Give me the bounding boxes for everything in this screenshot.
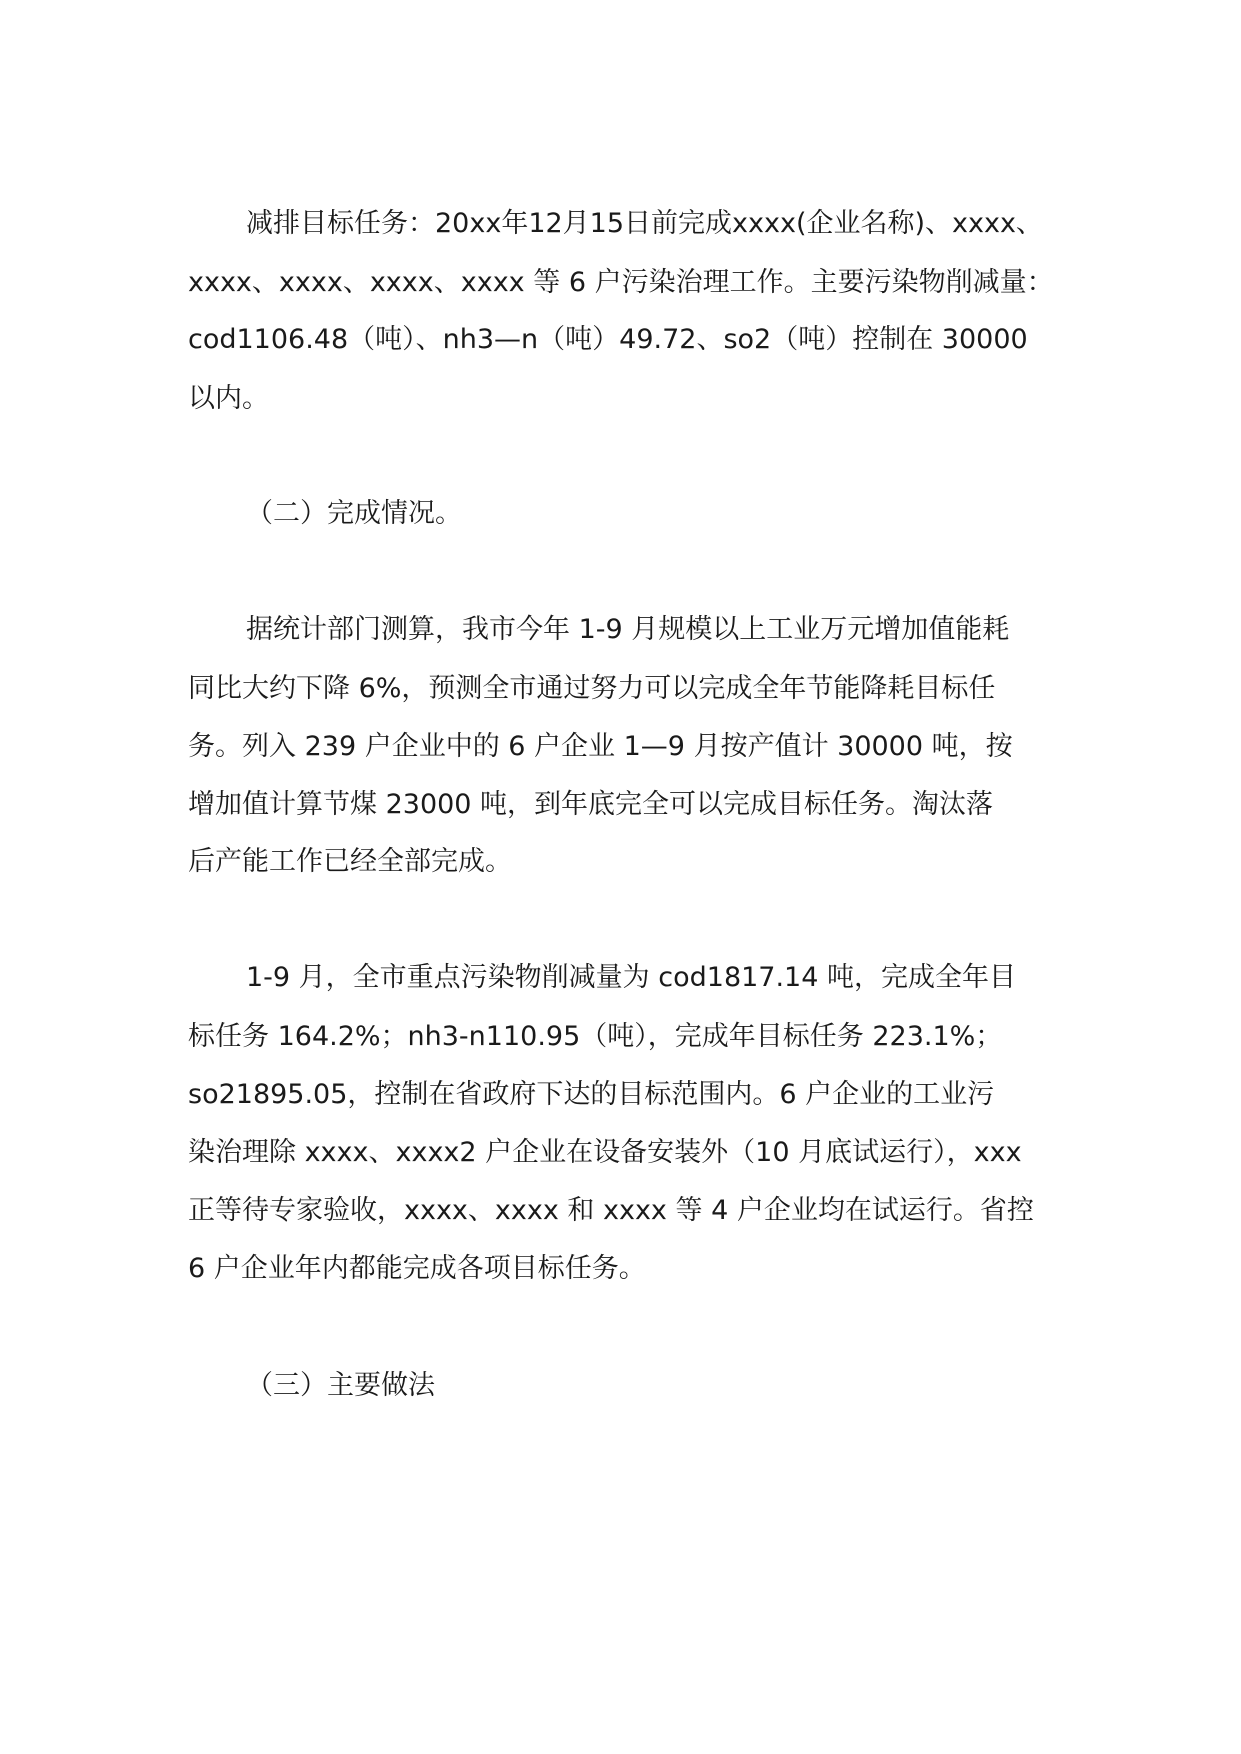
paragraph-4-line-5: 正等待专家验收，xxxx、xxxx 和 xxxx 等 4 户企业均在试运行。省控 bbox=[188, 1195, 1034, 1226]
paragraph-3-line-5: 后产能工作已经全部完成。 bbox=[188, 846, 512, 877]
paragraph-1-line-1: 减排目标任务：20xx年12月15日前完成xxxx(企业名称)、xxxx、 bbox=[246, 208, 1043, 239]
paragraph-3-line-1: 据统计部门测算，我市今年 1-9 月规模以上工业万元增加值能耗 bbox=[246, 614, 1010, 645]
paragraph-4-line-2: 标任务 164.2%；nh3-n110.95（吨），完成年目标任务 223.1%； bbox=[188, 1021, 1003, 1052]
paragraph-1-line-3: cod1106.48（吨）、nh3—n（吨）49.72、so2（吨）控制在 30000 bbox=[188, 324, 1028, 355]
paragraph-4-line-1: 1-9 月，全市重点污染物削减量为 cod1817.14 吨，完成全年目 bbox=[246, 962, 1017, 993]
paragraph-4-line-6: 6 户企业年内都能完成各项目标任务。 bbox=[188, 1253, 646, 1284]
paragraph-3-line-3: 务。列入 239 户企业中的 6 户企业 1—9 月按产值计 30000 吨，按 bbox=[188, 731, 1013, 762]
paragraph-1-line-4: 以内。 bbox=[188, 383, 269, 414]
paragraph-1-line-2: xxxx、xxxx、xxxx、xxxx 等 6 户污染治理工作。主要污染物削减量： bbox=[188, 267, 1054, 298]
paragraph-3-line-2: 同比大约下降 6%，预测全市通过努力可以完成全年节能降耗目标任 bbox=[188, 673, 996, 704]
section-heading-3: （三）主要做法 bbox=[246, 1370, 435, 1401]
paragraph-3-line-4: 增加值计算节煤 23000 吨，到年底完全可以完成目标任务。淘汰落 bbox=[188, 789, 994, 820]
paragraph-4-line-3: so21895.05，控制在省政府下达的目标范围内。6 户企业的工业污 bbox=[188, 1079, 995, 1110]
paragraph-4-line-4: 染治理除 xxxx、xxxx2 户企业在设备安装外（10 月底试运行），xxx bbox=[188, 1137, 1022, 1168]
section-heading-2: （二）完成情况。 bbox=[246, 498, 462, 529]
